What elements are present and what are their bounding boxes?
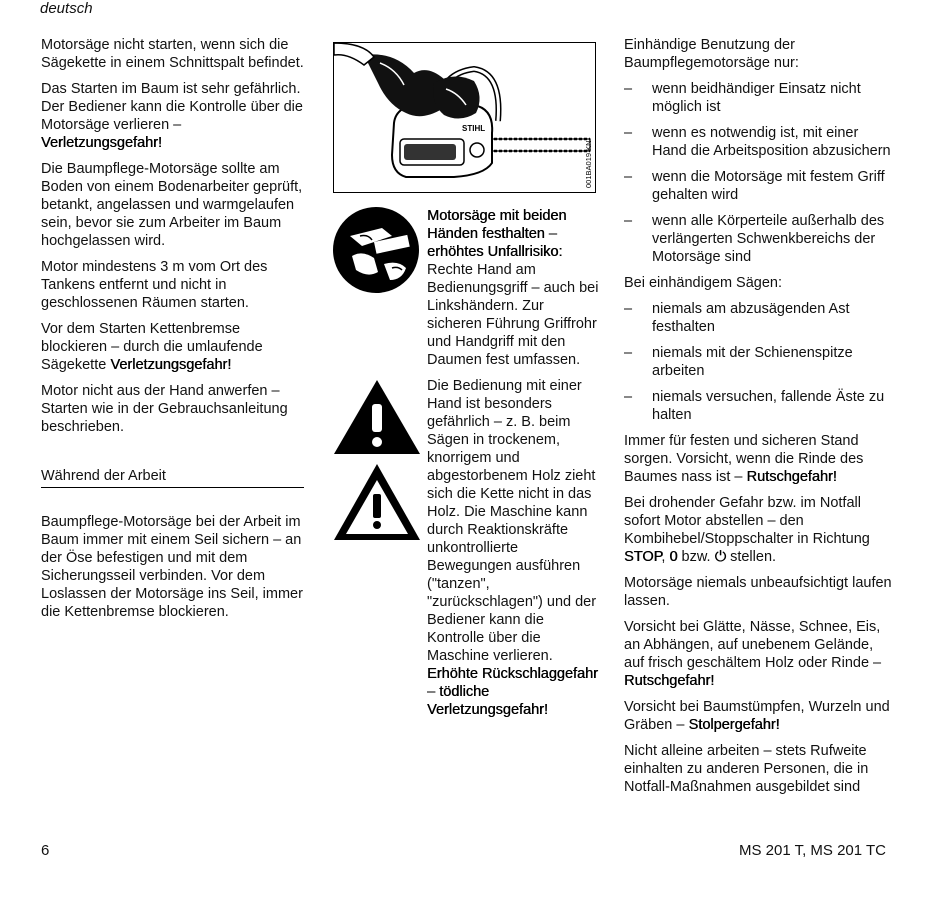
paragraph — [427, 207, 599, 369]
warning-triangle-outline-icon — [332, 462, 422, 542]
list — [624, 300, 894, 424]
paragraph: Nicht alleine arbeiten – stets Rufweite einhalten zu anderen Personen, die in Notfall-Maßnahmen ausgebildet sind — [624, 743, 869, 795]
list-item — [624, 80, 894, 116]
paragraph — [624, 432, 894, 486]
warning-text: Rutschgefahr! — [624, 673, 715, 689]
two-hands-warning-icon — [332, 206, 420, 294]
warning-triangle-icon — [332, 378, 422, 456]
paragraph: Baumpflege-Motorsäge bei der Arbeit im Baum immer mit einem Seil sichern – an der Öse befestigen und mit dem Sicherungsseil verbinden. Vor dem Loslassen der Motorsäge ins Seil, immer die Kettenbremse blockieren. — [41, 514, 303, 620]
warning-text: Stolpergefahr! — [688, 717, 780, 733]
warning-text: Rutschgefahr! — [746, 469, 837, 485]
zero-label: 0 — [669, 549, 678, 565]
paragraph-text: Bei drohender Gefahr bzw. im Notfall sofort Motor abstellen – den Kombihebel/Stoppschalter in Richtung — [624, 495, 870, 547]
list-item-text: wenn es notwendig ist, mit einer Hand die Arbeitsposition abzusichern — [652, 125, 891, 159]
list — [624, 80, 894, 266]
chainsaw-hands-illustration — [334, 43, 594, 191]
paragraph-text: Die Bedienung mit einer Hand ist besonders gefährlich – z. B. beim Sägen in trockenem, knorrigem und abgestorbenem Holz zieht sich die Kette nicht in das Holz. Die Maschine kann durch Reaktionskräfte unkontrollierte Bewegungen ausführen ("tanzen", "zurückschlagen") und der Bediener kann die Kontrolle über die Maschine verlieren. — [427, 378, 597, 664]
sleeve — [334, 43, 374, 65]
list-item-text: niemals versuchen, fallende Äste zu halten — [652, 389, 885, 423]
brand-logo: STIHL — [462, 124, 486, 133]
paragraph — [41, 320, 309, 374]
list-item-text: niemals am abzusägenden Ast festhalten — [652, 301, 850, 335]
figure-code: 001BA019 KN — [584, 140, 593, 188]
guide-bar — [484, 139, 590, 151]
warning-text: Verletzungsgefahr! — [41, 135, 162, 151]
separator: , — [661, 549, 666, 565]
warning-text: Erhöhte Rückschlaggefahr – tödliche Verletzungsgefahr! — [427, 666, 598, 718]
list-item — [624, 168, 894, 204]
list-item — [624, 344, 894, 380]
paragraph: Motor mindestens 3 m vom Ort des Tankens entfernt und nicht in geschlossenen Räumen starten. — [41, 259, 268, 311]
dash-bullet: – — [624, 345, 633, 361]
paragraph-text: Vorsicht bei Baumstümpfen, Wurzeln und Gräben – — [624, 699, 890, 733]
list-item-text: wenn beidhändiger Einsatz nicht möglich ist — [652, 81, 861, 115]
paragraph-text: stellen. — [730, 549, 777, 565]
dash-bullet: – — [624, 169, 633, 185]
warning-text: Verletzungsgefahr! — [110, 357, 232, 373]
list-item-text: wenn die Motorsäge mit festem Griff gehalten wird — [652, 169, 885, 203]
paragraph — [41, 80, 309, 152]
dash-bullet: – — [624, 301, 633, 317]
paragraph — [427, 377, 599, 719]
paragraph: Motorsäge niemals unbeaufsichtigt laufen lassen. — [624, 575, 892, 609]
list-item-text: niemals mit der Schienenspitze arbeiten — [652, 345, 853, 379]
page-number: 6 — [41, 842, 50, 859]
dash-bullet: – — [624, 389, 633, 405]
list-item — [624, 388, 894, 424]
paragraph: Motorsäge nicht starten, wenn sich die Sägekette in einem Schnittspalt befindet. — [41, 37, 304, 71]
paragraph-text: Vor dem Starten Kettenbremse blockieren – durch die umlaufende Sägekette — [41, 321, 263, 373]
stop-label: STOP — [624, 549, 662, 565]
paragraph: Bei einhändigem Sägen: — [624, 275, 783, 291]
list-item — [624, 300, 894, 336]
dash-bullet: – — [624, 125, 633, 141]
paragraph: Einhändige Benutzung der Baumpflegemotorsäge nur: — [624, 37, 799, 71]
paragraph — [624, 618, 894, 690]
paragraph-text: bzw. — [681, 549, 711, 565]
list-item — [624, 212, 894, 266]
paragraph-text: Rechte Hand am Bedienungsgriff – auch bei Linkshändern. Zur sicheren Führung Griffrohr und Handgriff mit den Daumen fest umfassen. — [427, 262, 599, 368]
paragraph-text: Immer für festen und sicheren Stand sorgen. Vorsicht, wenn die Rinde des Baumes nass ist – — [624, 433, 864, 485]
list-item — [624, 124, 894, 160]
paragraph: Die Baumpflege-Motorsäge sollte am Boden von einem Bodenarbeiter geprüft, betankt, angelassen und warmgelaufen sein, bevor sie zum Arbeiter im Baum hochgelassen wird. — [41, 161, 303, 249]
paragraph: Motor nicht aus der Hand anwerfen – Starten wie in der Gebrauchsanleitung beschrieben. — [41, 383, 288, 435]
section-heading: Während der Arbeit — [41, 467, 304, 488]
stop-symbol-icon: ⏻ — [714, 549, 727, 565]
language-label: deutsch — [40, 0, 93, 17]
column-2 — [427, 207, 599, 727]
paragraph-text: Vorsicht bei Glätte, Nässe, Schnee, Eis, an Abhängen, auf unebenem Gelände, auf frisch geschältem Holz oder Rinde – — [624, 619, 882, 671]
paragraph-text: Das Starten im Baum ist sehr gefährlich. Der Bediener kann die Kontrolle über die Motorsäge verlieren – — [41, 81, 303, 133]
model-label: MS 201 T, MS 201 TC — [739, 842, 887, 859]
column-3 — [624, 36, 894, 804]
column-1 — [41, 36, 309, 444]
paragraph — [624, 494, 894, 566]
list-item-text: wenn alle Körperteile außerhalb des verlängerten Schwenkbereichs der Motorsäge sind — [652, 213, 885, 265]
warning-title: Motorsäge mit beiden Händen festhalten – erhöhtes Unfallrisiko: — [427, 208, 567, 260]
column-1-lower — [41, 513, 309, 621]
paragraph — [624, 698, 894, 734]
dash-bullet: – — [624, 81, 633, 97]
dash-bullet: – — [624, 213, 633, 229]
chainsaw-figure — [333, 42, 596, 193]
